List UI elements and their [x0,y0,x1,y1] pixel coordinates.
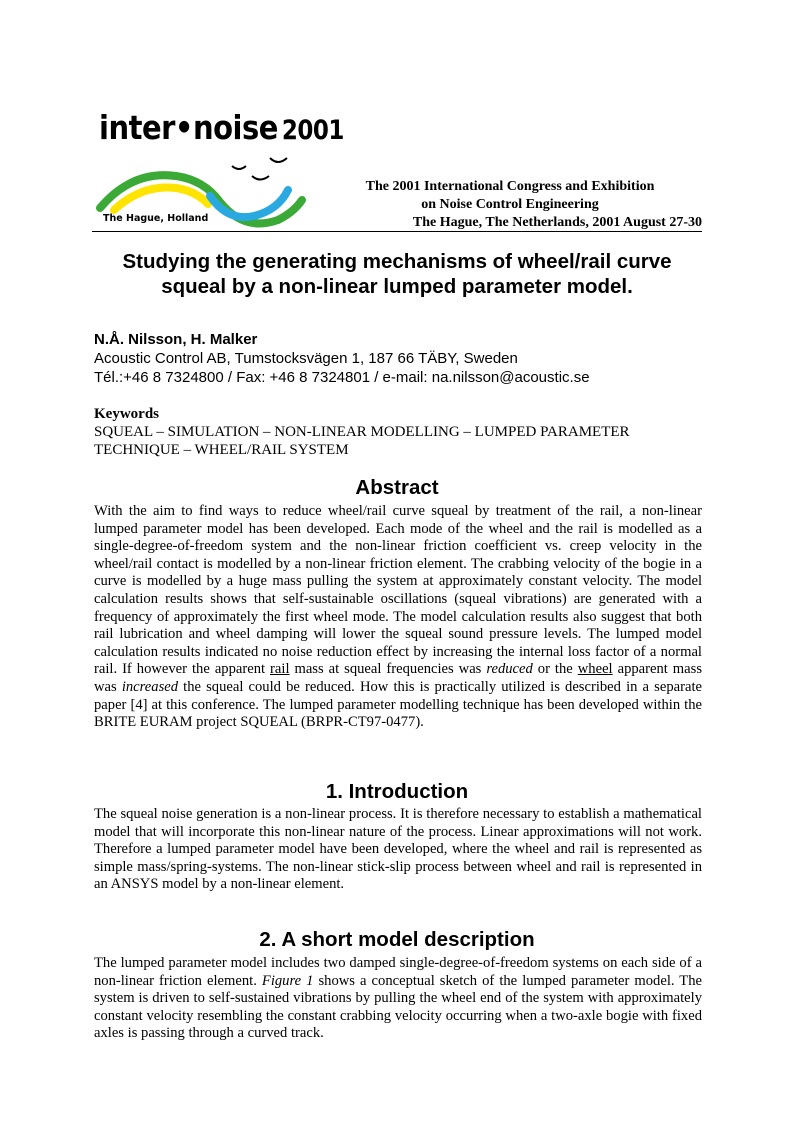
keywords-block [94,405,704,459]
logo-name: inter•noise [99,108,278,148]
conference-line-1: The 2001 International Congress and Exhibition [365,179,655,194]
keywords-heading: Keywords [94,406,159,422]
smile-arc-1 [232,166,246,169]
section-2-text-part: The lumped parameter model includes two damped single-degree-of-freedom systems on each side of a non-linear friction element. [94,955,702,989]
abstract-text [94,503,702,732]
abstract-text-part: mass at squeal frequencies was [289,661,487,678]
paper-title [92,249,702,299]
section-2-text [94,955,702,1043]
abstract-text-part: apparent mass was [94,661,702,695]
abstract-reduced-italic: reduced [486,661,533,678]
logo-year: 2001 [281,116,344,146]
abstract-wheel-underlined: wheel [577,661,613,678]
conference-line-2: on Noise Control Engineering [421,197,599,212]
author-names: N.Å. Nilsson, H. Malker [94,331,258,348]
title-line-2: squeal by a non-linear lumped parameter model. [161,275,633,298]
author-block [94,330,704,387]
smile-arc-2 [270,158,287,162]
conference-info [318,178,702,232]
abstract-increased-italic: increased [121,678,179,695]
keywords-line-1: SQUEAL – SIMULATION – NON-LINEAR MODELLING – LUMPED PARAMETER [94,424,630,440]
yellow-wave [114,187,208,210]
section-1-text: The squeal noise generation is a non-linear process. It is therefore necessary to establish a mathematical model that will incorporate this non-linear nature of the process. Linear approximations will not work. Therefore a lumped parameter model have been developed, where the wheel and rail is represented as simple mass/spring-systems. The non-linear stick-slip process between wheel and rail is represented in an ANSYS model by a non-linear element. [94,806,702,893]
logo-wordmark [99,108,344,147]
smile-arc-3 [252,176,269,180]
author-affiliation: Acoustic Control AB, Tumstocksvägen 1, 187 66 TÄBY, Sweden [94,350,518,367]
abstract-heading: Abstract [355,476,439,499]
section-2-text-part: shows a conceptual sketch of the lumped parameter model. The system is driven to self-sustained vibrations by pulling the wheel end of the system with approximately constant velocity resembling the constant crabbing velocity occurring when a two-axle bogie with fixed axles is passing through a curved track. [94,972,702,1042]
author-contact: Tél.:+46 8 7324800 / Fax: +46 8 7324801 / e-mail: na.nilsson@acoustic.se [94,369,590,386]
logo-city: The Hague, Holland [103,213,209,224]
abstract-rail-underlined: rail [270,661,290,678]
blue-wave [210,190,288,217]
abstract-text-part: the squeal could be reduced. How this is practically utilized is described in a separate paper [4] at this conference. The lumped parameter modelling technique has been developed within the BRITE EURAM project SQUEAL (BRPR-CT97-0477). [94,678,702,731]
figure-1-reference: Figure 1 [261,972,314,989]
abstract-text-part: or the [532,661,578,678]
conference-line-3: The Hague, The Netherlands, 2001 August 27-30 [412,215,702,230]
section-1-heading: 1. Introduction [325,780,469,803]
abstract-text-part: With the aim to find ways to reduce wheel/rail curve squeal by treatment of the rail, a non-linear lumped parameter model has been developed. Each mode of the wheel and the rail is modelled as a single-degree-of-freedom system and the non-linear friction coefficient vs. creep velocity in the wheel/rail contact is modelled by a non-linear friction element. The crabbing velocity of the bogie in a curve is modelled by a huge mass pulling the system at approximately constant velocity. The model calculation results shows that self-sustainable oscillations (squeal vibrations) are generated with a frequency of approximately the first wheel mode. The model calculation results also suggest that both rail lubrication and wheel damping will lower the squeal sound pressure levels. The lumped model calculation results indicated no noise reduction effect by increasing the internal loss factor of a normal rail. If however the apparent [94,503,702,678]
header-divider [92,231,702,232]
section-2-heading: 2. A short model description [259,928,535,951]
title-line-1: Studying the generating mechanisms of wheel/rail curve [122,250,672,273]
keywords-line-2: TECHNIQUE – WHEEL/RAIL SYSTEM [94,442,349,458]
